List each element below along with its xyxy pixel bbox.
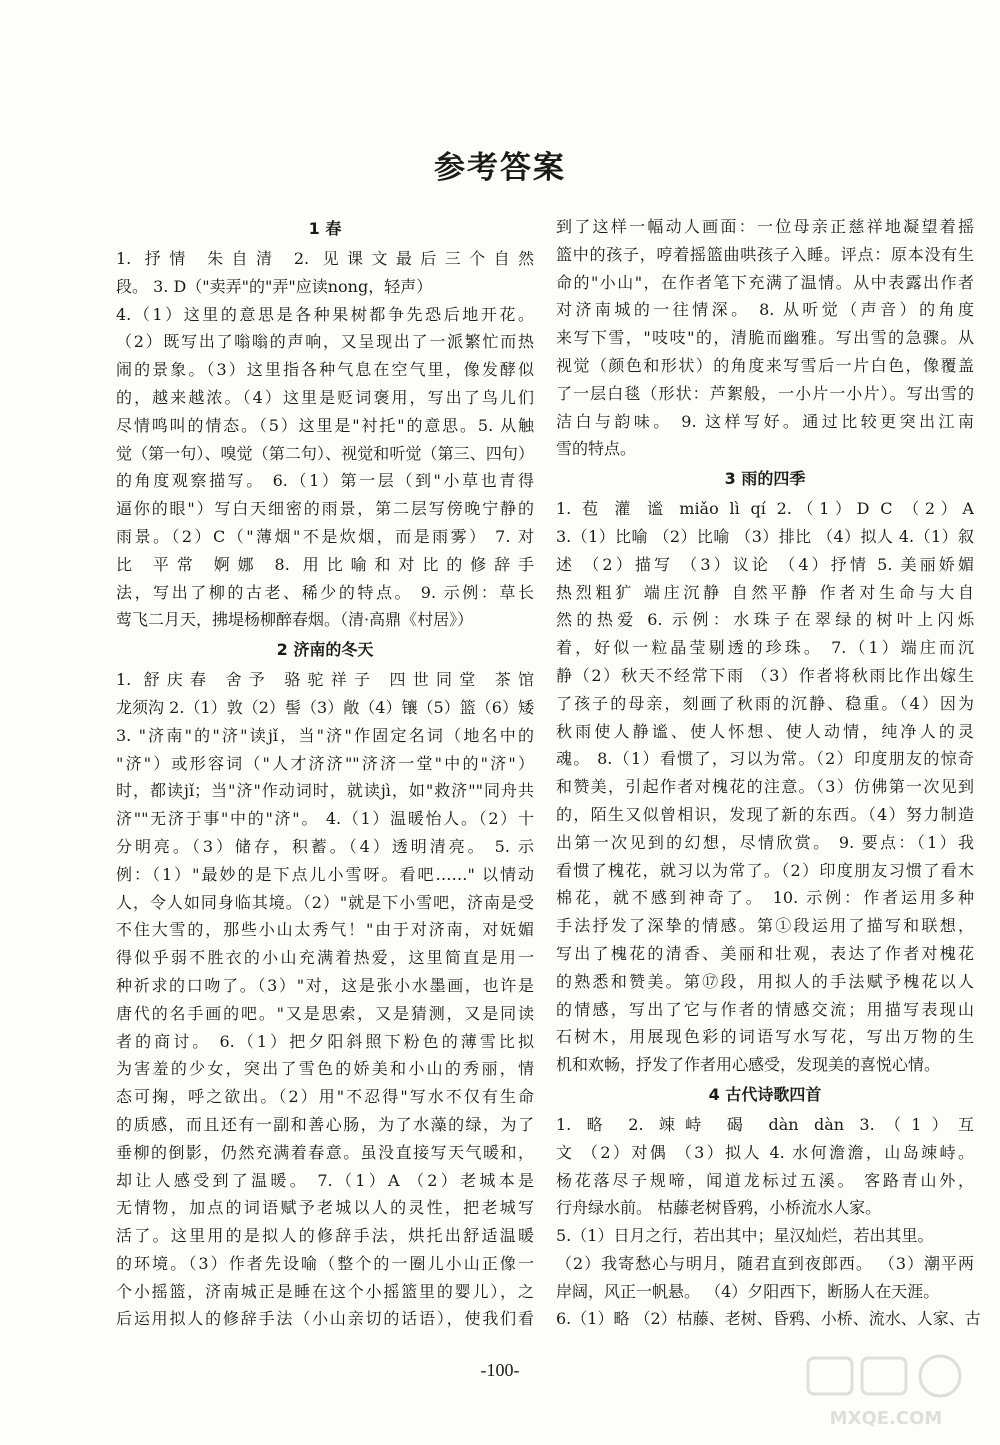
answer-line: （2）既写出了嗡嗡的声响，又呈现出了一派繁忙而热 <box>116 332 534 352</box>
section-heading: 2 济南的冬天 <box>276 640 374 660</box>
answer-line: 杨花落尽子规啼，闻道龙标过五溪。 客路青山外， <box>556 1170 974 1190</box>
answer-line: 1. 抒情 朱自清 2. 见课文最后三个自然 <box>116 249 534 268</box>
answer-line: 的，越来越浓。（4）这里是贬词褒用，写出了鸟儿们 <box>116 387 534 407</box>
page-title: 参考答案 <box>434 150 566 186</box>
answer-line: 篮中的孩子，哼着摇篮曲哄孩子入睡。评点：原本没有生 <box>556 244 974 264</box>
answer-line: 唐代的名手画的吧。"又是思索，又是猜测，又是同读 <box>116 1003 534 1023</box>
answer-line: 和赞美，引起作者对槐花的注意。（3）仿佛第一次见到 <box>556 777 974 797</box>
answer-line: 尽情鸣叫的情态。（5）这里是"衬托"的意思。5. 从触 <box>116 415 534 435</box>
answer-line: 法，写出了柳的古老、稀少的特点。 9. 示例：草长 <box>116 582 534 602</box>
answer-line: 了一层白毯（形状：芦絮般，一小片一小片）。写出雪的 <box>556 383 974 403</box>
answer-line: 了孩子的母亲，刻画了秋雨的沉静、稳重。（4）因为 <box>556 693 974 713</box>
answer-line: 棉花，就不感到神奇了。 10. 示例：作者运用多种 <box>556 888 974 908</box>
answer-line: 济""无济于事"中的"济"。 4.（1）温暖怡人。（2）十 <box>116 809 534 829</box>
answer-line: 龙须沟 2.（1）敦（2）髻（3）敞（4）镶（5）篮（6）矮 <box>116 697 534 717</box>
answer-line: 4.（1）这里的意思是各种果树都争先恐后地开花。 <box>116 304 534 324</box>
answer-line: 1. 舒庆春 舍予 骆驼祥子 四世同堂 茶馆 <box>116 670 534 690</box>
answer-line: 者的商讨。 6.（1）把夕阳斜照下粉色的薄雪比拟 <box>116 1031 534 1051</box>
answer-line: 洁白与韵味。 9. 这样写好。通过比较更突出江南 <box>556 411 974 431</box>
answer-line: 的环境。（3）作者先设喻（整个的一圈儿小山正像一 <box>116 1253 534 1273</box>
answer-line: 热烈粗犷 端庄沉静 自然平静 作者对生命与大自 <box>556 582 974 602</box>
page-number: -100- <box>480 1360 520 1380</box>
answer-line: 命的"小山"，在作者笔下充满了温情。从中表露出作者 <box>556 272 974 292</box>
answer-line: 的质感，而且还有一副和善心肠，为了水藻的绿，为了 <box>116 1114 534 1134</box>
answer-line: 机和欢畅，抒发了作者用心感受，发现美的喜悦心情。 <box>556 1055 941 1075</box>
answer-line: 到了这样一幅动人画面：一位母亲正慈祥地凝望着摇 <box>556 217 974 236</box>
answer-line: 写出了槐花的清香、美丽和壮观，表达了作者对槐花 <box>556 943 974 963</box>
answer-line: 种祈求的口吻了。（3）"对，这是张小水墨画，也许是 <box>116 975 534 995</box>
answer-line: "济"）或形容词（"人才济济""济济一堂"中的"济"） <box>116 753 534 773</box>
answer-line: 1. 略 2. 竦峙 碣 dàn dàn 3.（1）互 <box>556 1114 974 1134</box>
answer-line: （2）我寄愁心与明月，随君直到夜郎西。 （3）潮平两 <box>556 1253 974 1273</box>
answer-line: 却让人感受到了温暖。 7.（1）A （2）老城本是 <box>116 1170 534 1190</box>
answer-line: 石树木，用展现色彩的词语写水写花，写出万物的生 <box>556 1027 974 1047</box>
answer-line: 觉（第一句）、嗅觉（第二句）、视觉和听觉（第三、四句） <box>116 443 534 463</box>
section-heading: 1 春 <box>308 219 342 238</box>
answer-line: 个小摇篮，济南城正是睡在这个小摇篮里的婴儿），之 <box>116 1281 534 1301</box>
answer-line: 然的热爱 6. 示例：水珠子在翠绿的树叶上闪烁 <box>556 610 974 630</box>
section-heading: 4 古代诗歌四首 <box>708 1084 822 1104</box>
answer-line: 魂。 8.（1）看惯了，习以为常。（2）印度朋友的惊奇 <box>556 749 974 769</box>
answer-line: 述 （2）描写 （3）议论 （4）抒情 5. 美丽娇媚 <box>556 554 974 574</box>
answer-line: 的角度观察描写。 6.（1）第一层（到"小草也青得 <box>116 471 534 491</box>
answer-line: 不住大雪的，那些小山太秀气！"由于对济南，对妩媚 <box>116 920 534 940</box>
answer-line: 闹的景象。（3）这里指各种气息在空气里，像发酵似 <box>116 360 534 380</box>
answer-line: 态可掬，呼之欲出。（2）用"不忍得"写水不仅有生命 <box>116 1087 534 1107</box>
answer-line: 秋雨使人静谧、使人怀想、使人动情，纯净人的灵 <box>556 721 974 741</box>
answer-line: 莺飞二月天，拂堤杨柳醉春烟。（清·高鼎《村居》） <box>116 610 474 630</box>
answer-line: 岸阔，风正一帆悬。 （4）夕阳西下，断肠人在天涯。 <box>556 1281 940 1301</box>
answer-line: 后运用拟人的修辞手法（小山亲切的话语），使我们看 <box>116 1309 534 1329</box>
answer-line: 段。 3. D（"卖弄"的"弄"应读nong，轻声） <box>116 276 433 296</box>
answer-line: 例：（1）"最妙的是下点儿小雪呀。看吧……" 以情动 <box>116 864 534 884</box>
left-column <box>116 213 534 1333</box>
answer-line: 行舟绿水前。 枯藤老树昏鸦，小桥流水人家。 <box>556 1198 882 1218</box>
answer-line: 的情感，写出了它与作者的情感交流；用描写表现山 <box>556 999 974 1019</box>
answer-line: 对济南城的一往情深。 8. 从听觉（声音）的角度 <box>556 300 974 320</box>
section-heading: 3 雨的四季 <box>724 469 806 489</box>
answer-line: 3.（1）比喻 （2）比喻 （3）排比 （4）拟人 4.（1）叙 <box>556 526 974 546</box>
svg-text:MXQE.COM: MXQE.COM <box>829 1408 943 1429</box>
right-column <box>556 213 981 1333</box>
answer-line: 的，陌生又似曾相识，发现了新的东西。（4）努力制造 <box>556 804 974 824</box>
answer-line: 得似乎弱不胜衣的小山充满着热爱，这里简直是用一 <box>116 948 534 968</box>
answer-line: 分明亮。（3）储存，积蓄。（4）透明清亮。 5. 示 <box>116 836 534 856</box>
answer-line: 人，令人如同身临其境。（2）"就是下小雪吧，济南是受 <box>116 892 534 912</box>
answer-line: 的熟悉和赞美。第⑰段，用拟人的手法赋予槐花以人 <box>556 971 974 991</box>
answer-line: 雪的特点。 <box>556 439 637 459</box>
answer-line: 视觉（颜色和形状）的角度来写雪后一片白色，像覆盖 <box>556 355 974 375</box>
answer-line: 1. 苞 灌 谧 miǎo lì qí 2.（1）D C （2）A <box>556 499 974 519</box>
answer-line: 5.（1）日月之行，若出其中；星汉灿烂，若出其里。 <box>556 1226 934 1246</box>
answer-line: 文 （2）对偶 （3）拟人 4. 水何澹澹，山岛竦峙。 <box>556 1142 974 1162</box>
answer-line: 时，都读jǐ；当"济"作动词时，就读jì，如"救济""同舟共 <box>116 781 534 801</box>
answer-line: 来写下雪，"吱吱"的，清脆而幽雅。写出雪的急骤。从 <box>556 328 974 348</box>
answer-line: 手法抒发了深挚的情感。第①段运用了描写和联想， <box>556 916 974 936</box>
answer-line: 3. "济南"的"济"读jǐ，当"济"作固定名词（地名中的 <box>116 725 534 745</box>
answer-line: 静（2）秋天不经常下雨 （3）作者将秋雨比作出嫁生 <box>556 665 974 685</box>
answer-line: 逼你的眼"）写白天细密的雨景，第二层写傍晚宁静的 <box>116 499 534 519</box>
answer-line: 比 平常 婀娜 8. 用比喻和对比的修辞手 <box>116 554 534 574</box>
answer-line: 着，好似一粒晶莹剔透的珍珠。 7.（1）端庄而沉 <box>556 638 974 658</box>
answer-line: 活了。这里用的是拟人的修辞手法，烘托出舒适温暖 <box>116 1226 534 1246</box>
watermark-logo <box>800 1352 972 1432</box>
answer-line: 无情物，加点的词语赋予老城以人的灵性，把老城写 <box>116 1198 534 1218</box>
answer-line: 6.（1）略 （2）枯藤、老树、昏鸦、小桥、流水、人家、古 <box>556 1309 981 1329</box>
answer-line: 垂柳的倒影，仍然充满着春意。虽没直接写天气暖和， <box>116 1142 534 1162</box>
answer-line: 为害羞的少女，突出了雪色的娇美和小山的秀丽，情 <box>116 1059 534 1079</box>
answer-line: 看惯了槐花，就习以为常了。（2）印度朋友习惯了看木 <box>556 860 974 880</box>
answer-line: 出第一次见到的幻想，尽情欣赏。 9. 要点：（1）我 <box>556 832 974 852</box>
answer-line: 雨景。（2）C（"薄烟"不是炊烟，而是雨雾） 7. 对 <box>116 526 534 546</box>
